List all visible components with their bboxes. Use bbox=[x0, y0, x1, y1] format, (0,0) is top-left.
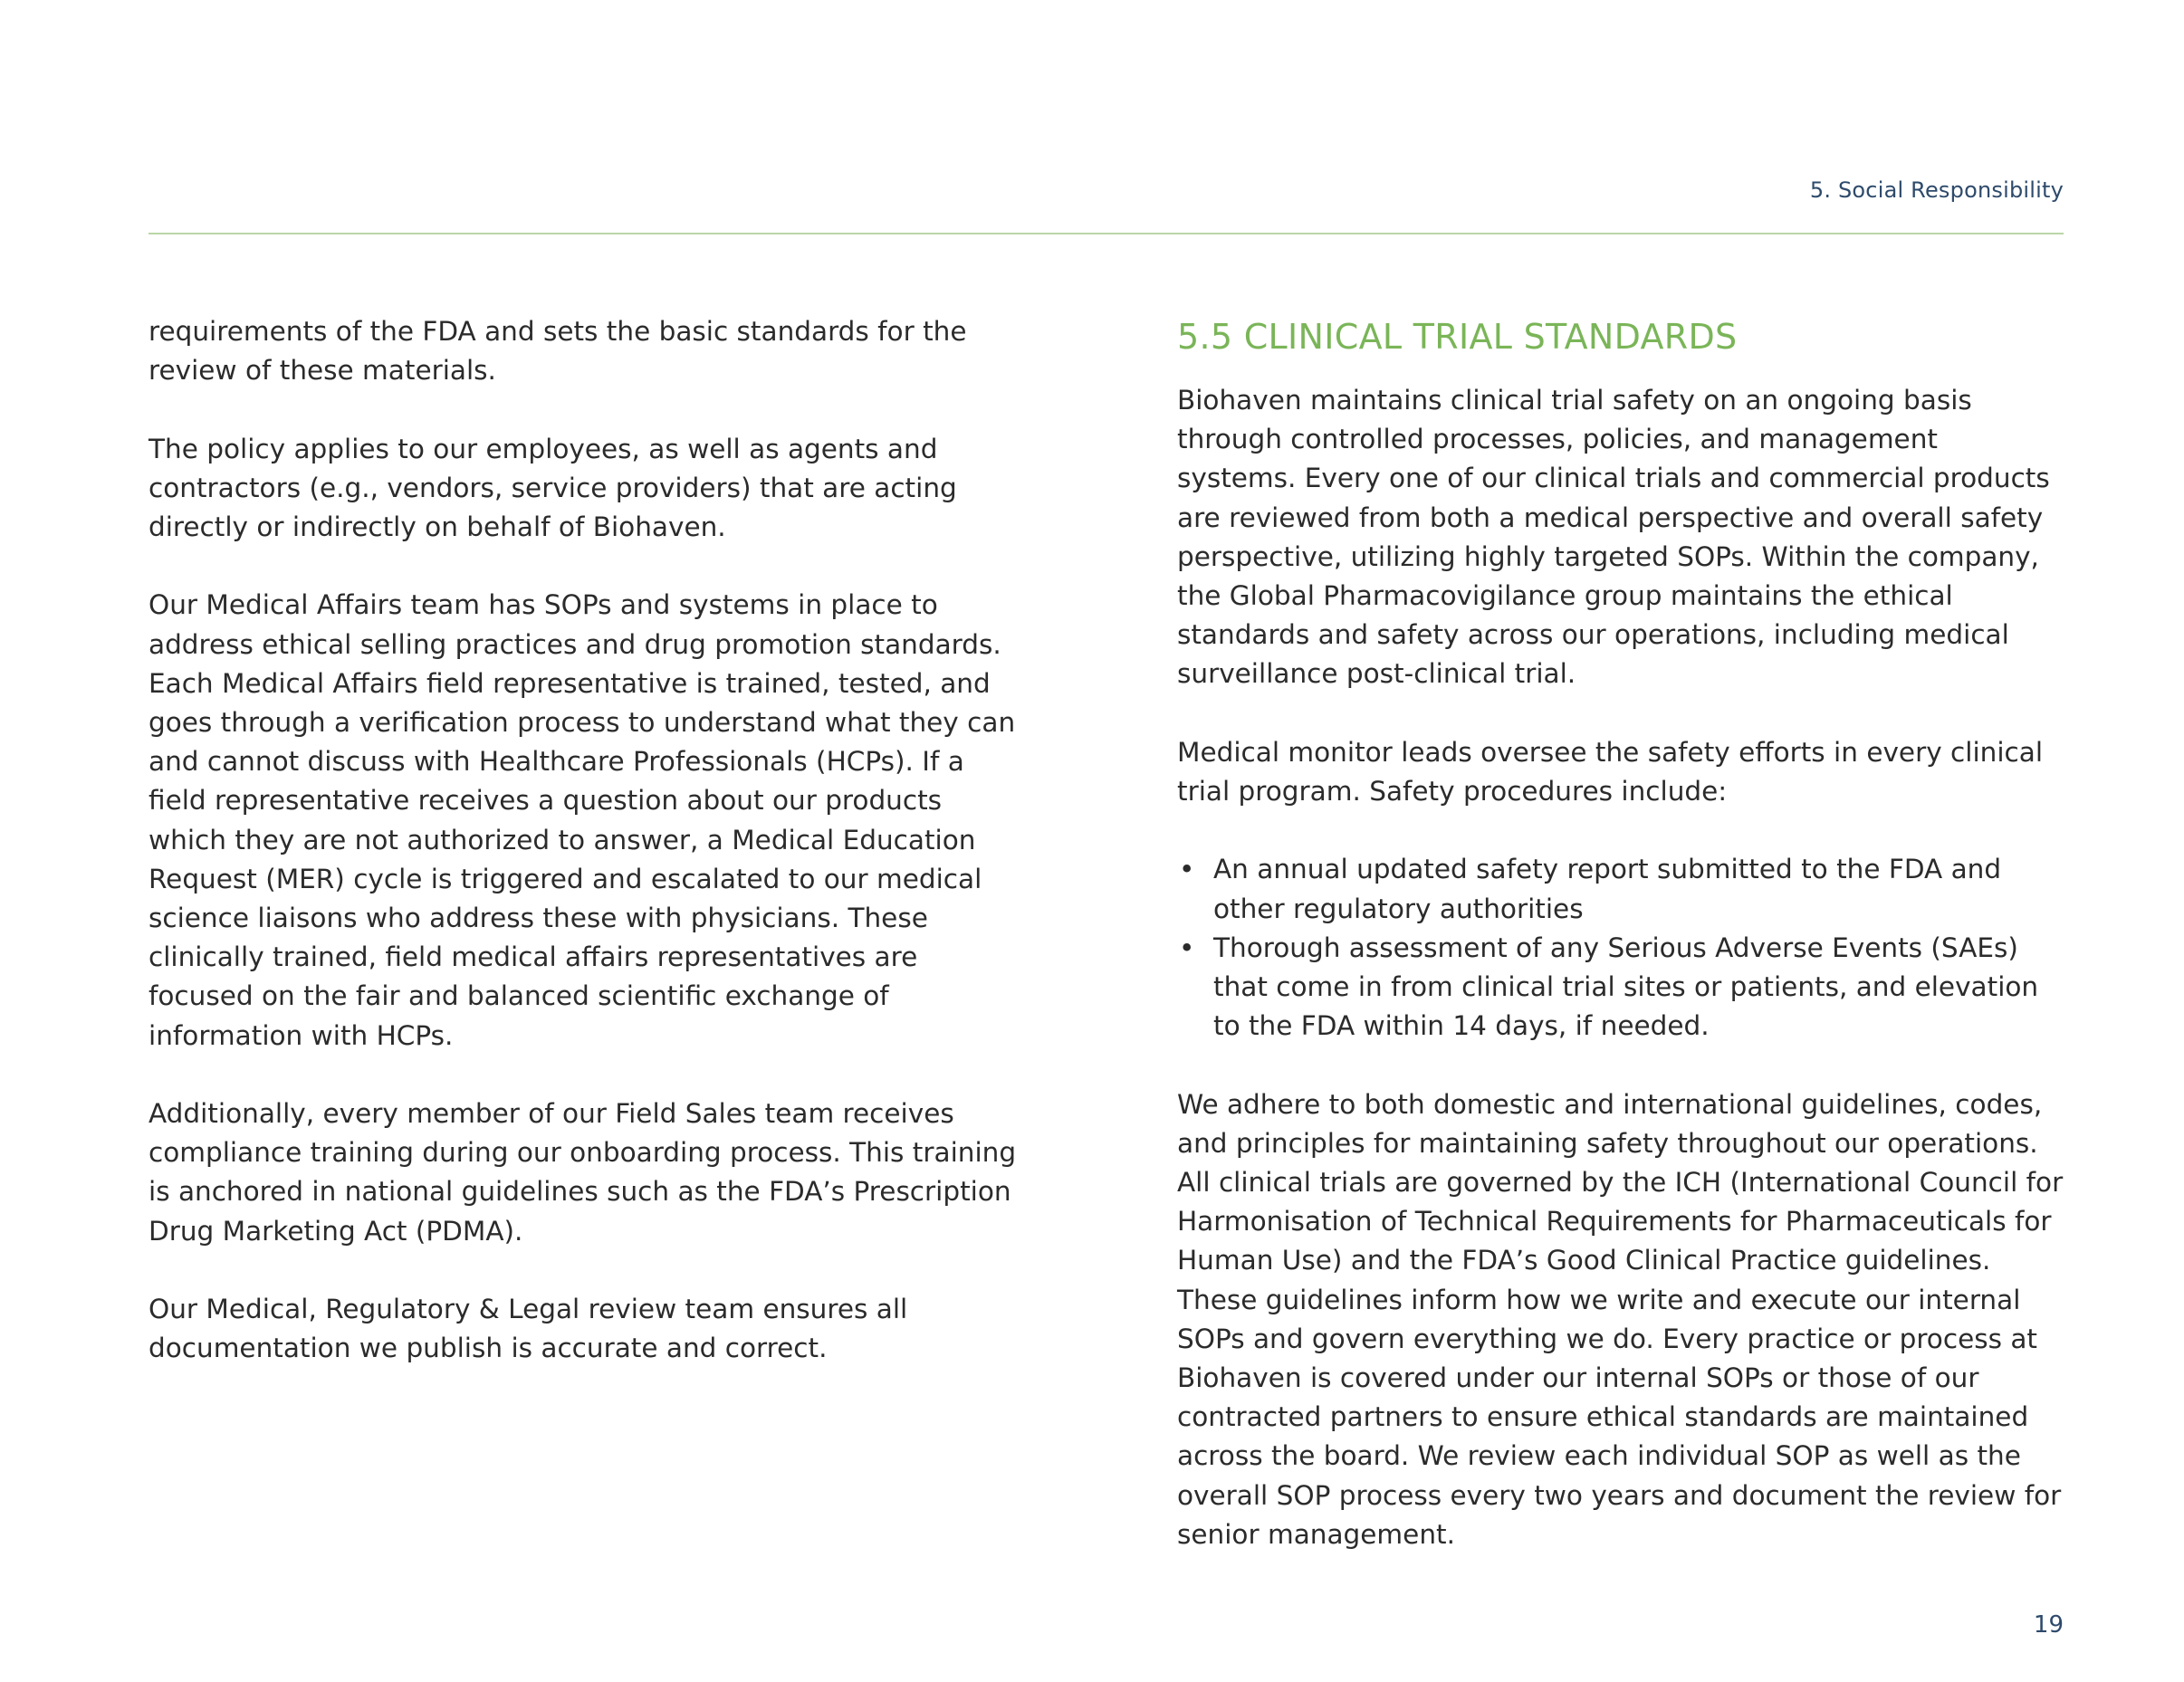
paragraph-review-team: Our Medical, Regulatory & Legal review team ensures all documentation we publish is accurate and correct. bbox=[148, 1294, 908, 1364]
section-title: 5.5 CLINICAL TRIAL STANDARDS bbox=[1177, 317, 1738, 357]
paragraph-medical-affairs: Our Medical Affairs team has SOPs and systems in place to address ethical selling practices and drug promotion standards. Each Medical Affairs field representative is trained, tested, and goes through a verification process to understand what they can and cannot discuss with Healthcare Professionals (HCPs). If a field representative receives a question about our products which they are not authorized to answer, a Medical Education Request (MER) cycle is triggered and escalated to our medical science liaisons who address these with physicians. These clinically trained, field medical affairs representatives are focused on the fair and balanced scientific exchange of information with HCPs. bbox=[148, 589, 1016, 1051]
header-divider bbox=[148, 233, 2064, 234]
paragraph-guidelines: We adhere to both domestic and international guidelines, codes, and principles for maintaining safety throughout our operations. All clinical trials are governed by the ICH (International Council for Harmonisation of Technical Requirements for Pharmaceuticals for Human Use) and the FDA’s Good Clinical Practice guidelines. These guidelines inform how we write and execute our internal SOPs and govern everything we do. Every practice or process at Biohaven is covered under our internal SOPs or those of our contracted partners to ensure ethical standards are maintained across the board. We review each individual SOP as well as the overall SOP process every two years and document the review for senior management. bbox=[1177, 1088, 2064, 1550]
list-item: • An annual updated safety report submitted to the FDA and other regulatory authorities bbox=[1177, 850, 2064, 928]
paragraph-fda-review: requirements of the FDA and sets the basic standards for the review of these materials. bbox=[148, 316, 967, 387]
safety-procedures-list bbox=[1177, 850, 2064, 1046]
left-text-column bbox=[148, 312, 1018, 1408]
list-item: • Thorough assessment of any Serious Adverse Events (SAEs) that come in from clinical trial sites or patients, and elevation to the FDA within 14 days, if needed. bbox=[1177, 929, 2064, 1046]
section-header-label: 5. Social Responsibility bbox=[1809, 177, 2064, 203]
paragraph-policy-scope: The policy applies to our employees, as well as agents and contractors (e.g., vendors, service providers) that are acting directly or indirectly on behalf of Biohaven. bbox=[148, 433, 957, 542]
paragraph-field-sales-training: Additionally, every member of our Field Sales team receives compliance training during our onboarding process. This training is anchored in national guidelines such as the FDA’s Prescription Drug Marketing Act (PDMA). bbox=[148, 1098, 1017, 1247]
page-number: 19 bbox=[2033, 1611, 2064, 1639]
right-text-column bbox=[1177, 312, 2064, 1593]
paragraph-medical-monitor: Medical monitor leads oversee the safety efforts in every clinical trial program. Safety procedures include: bbox=[1177, 736, 2044, 808]
paragraph-trial-safety: Biohaven maintains clinical trial safety on an ongoing basis through controlled processes, policies, and management systems. Every one of our clinical trials and commercial products are reviewed from both a medical perspective and overall safety perspective, utilizing highly targeted SOPs. Within the company, the Global Pharmacovigilance group maintains the ethical standards and safety across our operations, including medical surveillance post-clinical trial. bbox=[1177, 385, 2050, 690]
